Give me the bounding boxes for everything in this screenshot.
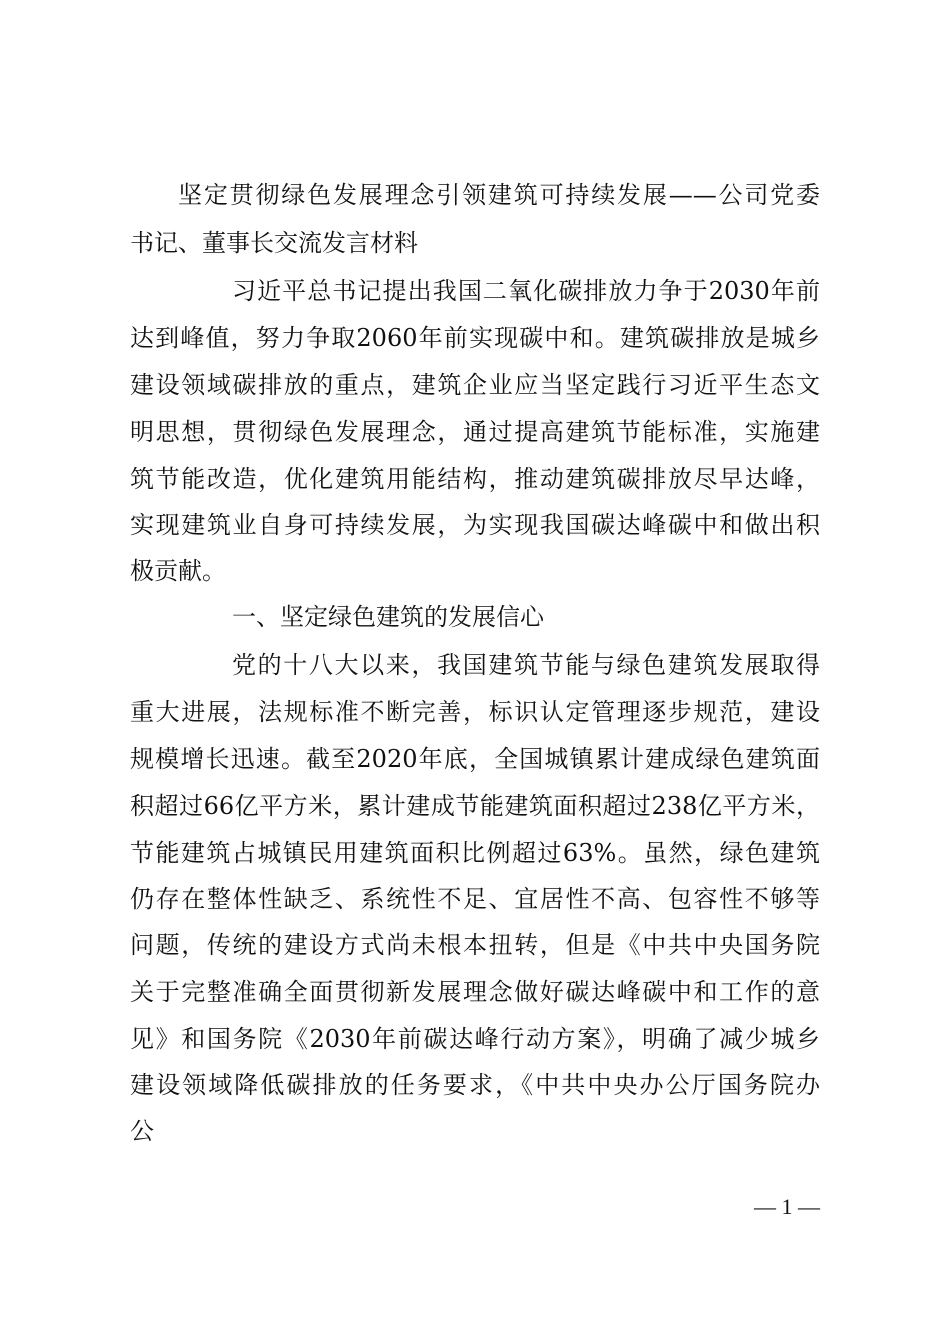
- intro-line-4: 明思想，贯彻绿色发展理念，通过提高建筑节能标准，实施建: [130, 418, 820, 446]
- section1-line-10: 建设领域降低碳排放的任务要求，《中共中央办公厅国务院办: [130, 1071, 820, 1099]
- intro-line-5: 筑节能改造，优化建筑用能结构，推动建筑碳排放尽早达峰，: [130, 465, 820, 493]
- section1-line-7: 问题，传统的建设方式尚未根本扭转，但是《中共中央国务院: [130, 931, 820, 959]
- page-number: — 1 —: [754, 1194, 820, 1219]
- section1-line-1: 党的十八大以来，我国建筑节能与绿色建筑发展取得: [232, 651, 820, 679]
- title-line-1: 坚定贯彻绿色发展理念引领建筑可持续发展——公司党委: [178, 181, 820, 209]
- section1-line-8: 关于完整准确全面贯彻新发展理念做好碳达峰碳中和工作的意: [130, 978, 820, 1006]
- intro-line-2: 达到峰值，努力争取2060年前实现碳中和。建筑碳排放是城乡: [130, 324, 820, 352]
- section1-line-3: 规模增长迅速。截至2020年底，全国城镇累计建成绿色建筑面: [130, 745, 820, 773]
- section1-line-9: 见》和国务院《2030年前碳达峰行动方案》，明确了减少城乡: [130, 1025, 820, 1053]
- intro-line-3: 建设领域碳排放的重点，建筑企业应当坚定践行习近平生态文: [130, 371, 820, 399]
- section-heading: 一、坚定绿色建筑的发展信心: [232, 603, 544, 631]
- section1-line-6: 仍存在整体性缺乏、系统性不足、宜居性不高、包容性不够等: [130, 885, 820, 913]
- section1-line-11: 公: [130, 1117, 154, 1145]
- section1-line-5: 节能建筑占城镇民用建筑面积比例超过63%。虽然，绿色建筑: [130, 839, 820, 867]
- intro-line-6: 实现建筑业自身可持续发展，为实现我国碳达峰碳中和做出积: [130, 511, 820, 539]
- intro-line-7: 极贡献。: [130, 557, 226, 585]
- section1-line-2: 重大进展，法规标准不断完善，标识认定管理逐步规范，建设: [130, 698, 820, 726]
- title-line-2: 书记、董事长交流发言材料: [130, 229, 418, 257]
- intro-line-1: 习近平总书记提出我国二氧化碳排放力争于2030年前: [232, 277, 820, 305]
- section1-line-4: 积超过66亿平方米，累计建成节能建筑面积超过238亿平方米，: [130, 792, 820, 820]
